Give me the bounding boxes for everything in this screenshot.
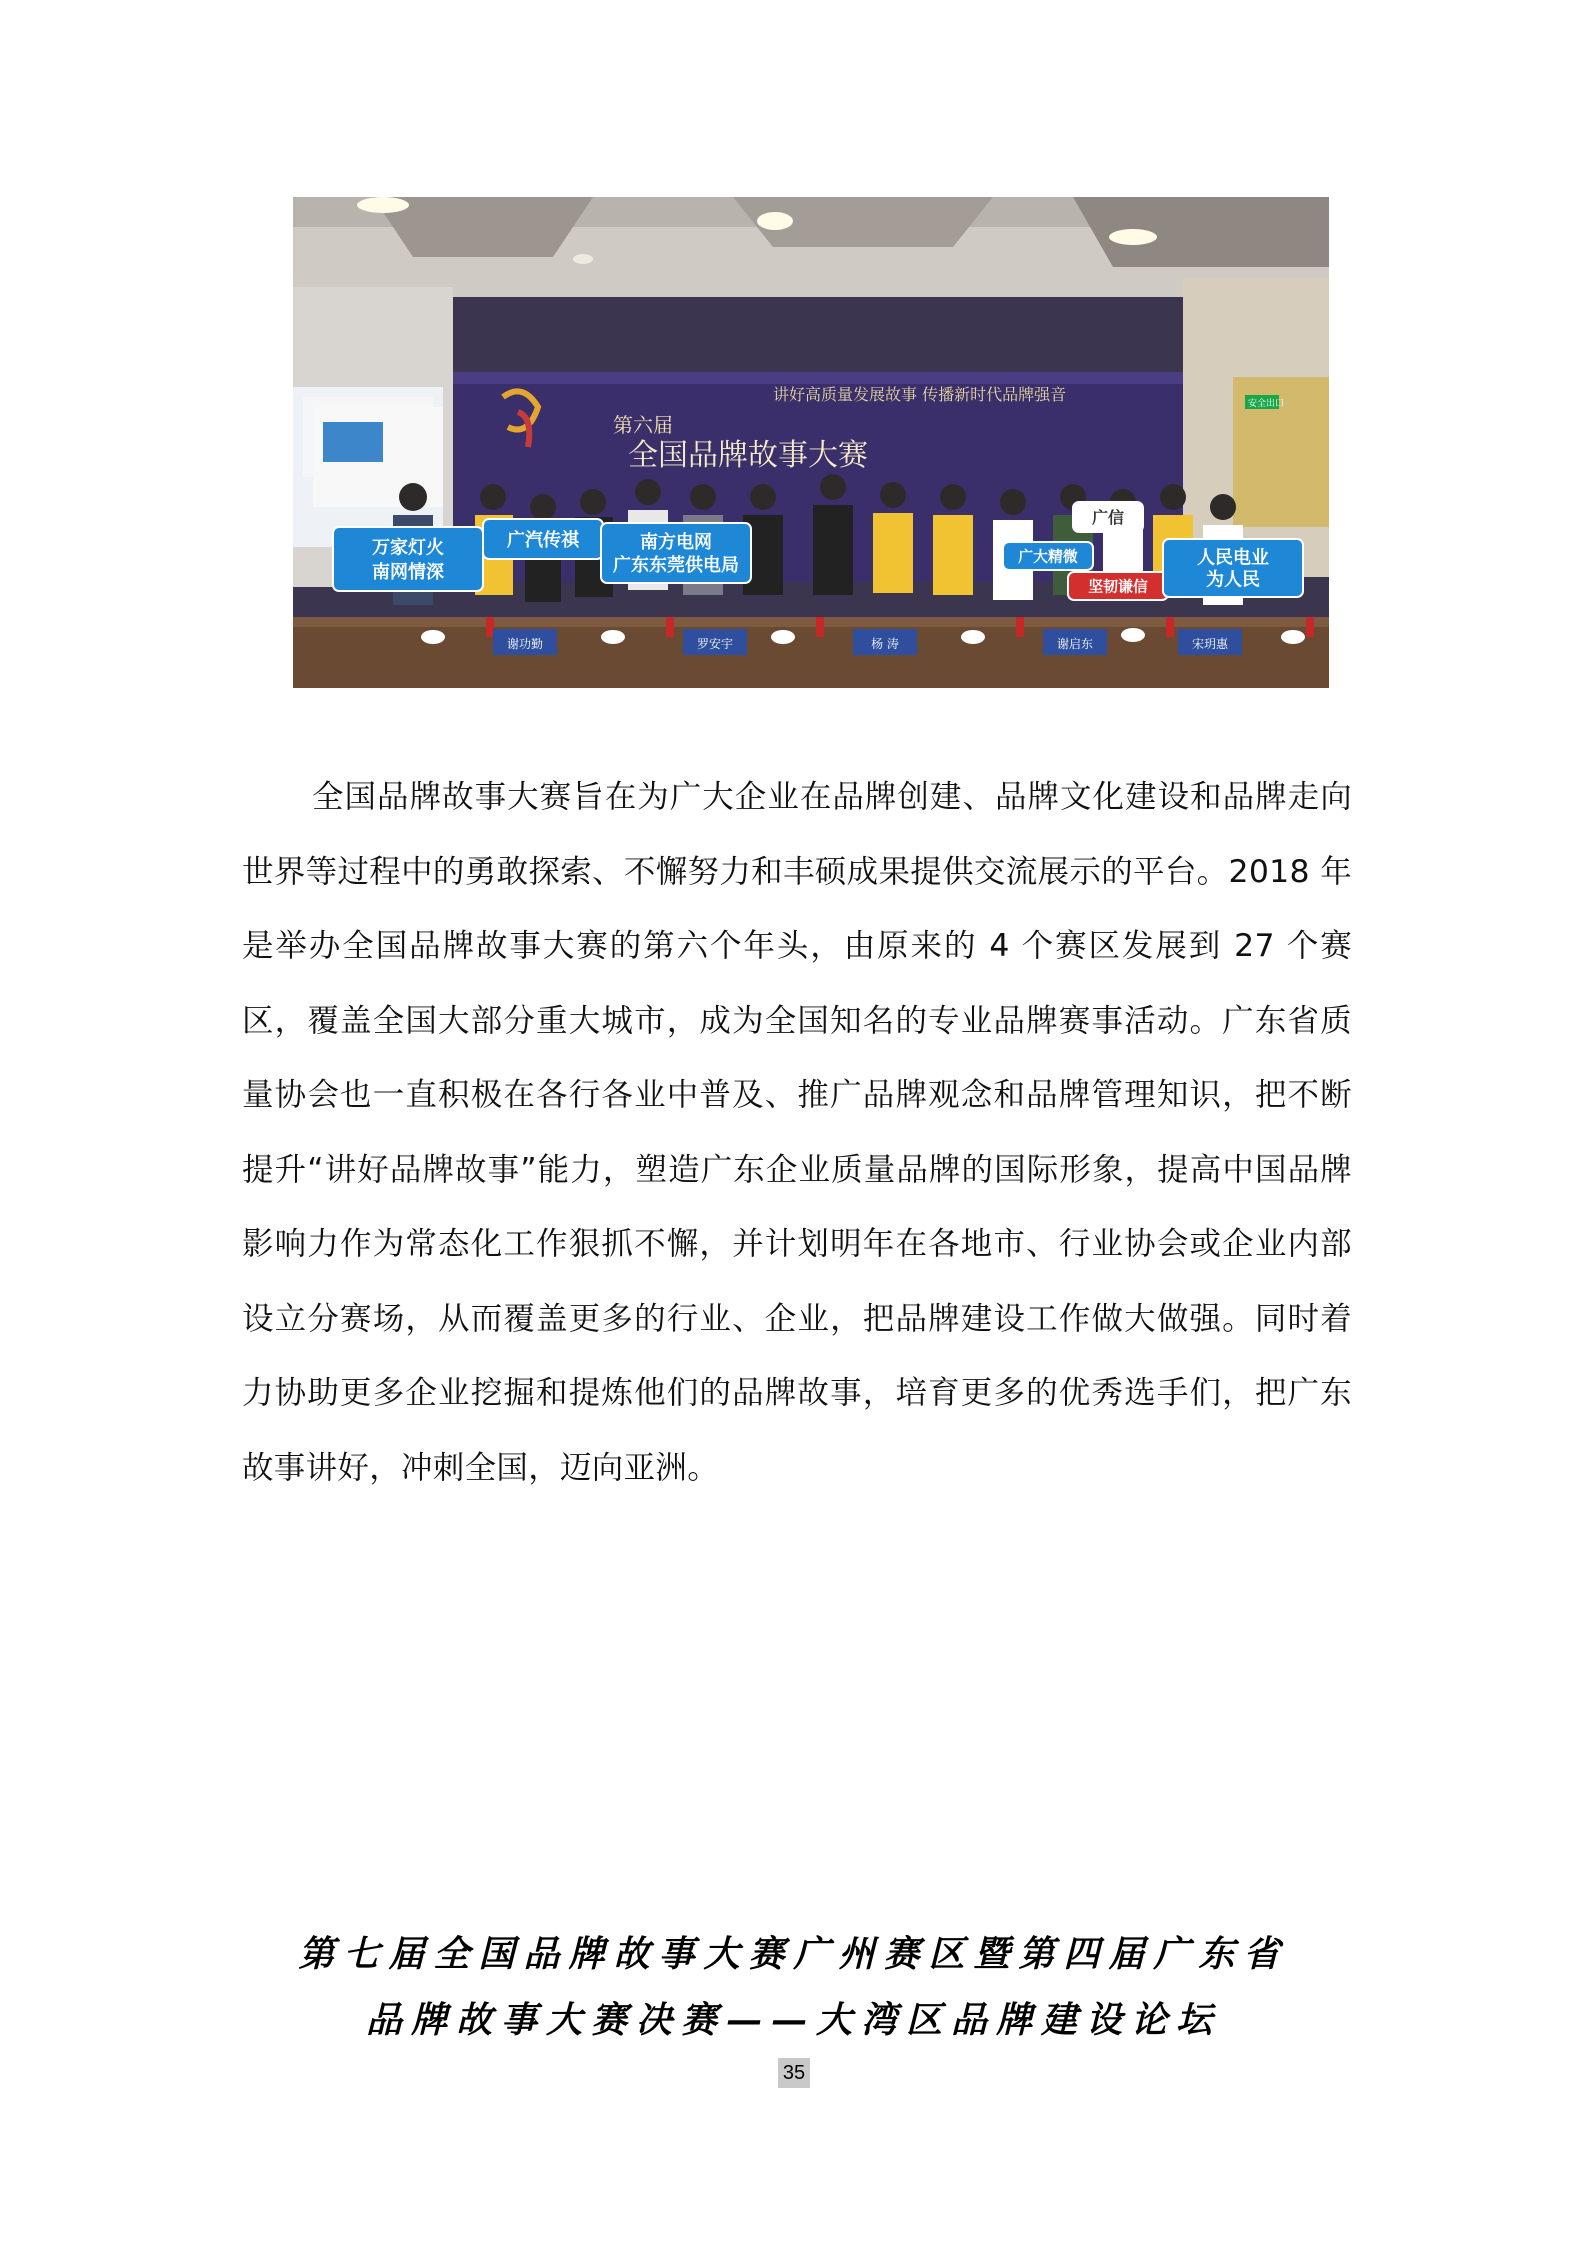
nameplate-text: 罗安宇 (696, 637, 734, 651)
photo-sign (1003, 542, 1093, 570)
photo-sign (333, 527, 483, 591)
nameplate (683, 629, 747, 655)
nameplate (1178, 629, 1242, 655)
banner-title: 全国品牌故事大赛 (628, 438, 868, 473)
photo-sign (601, 523, 751, 583)
photo-sign-text: 广东东莞供电局 (613, 555, 739, 577)
photo-sign-text: 广信 (1092, 507, 1124, 527)
photo-sign (1163, 539, 1303, 597)
photo-sign-text: 万家灯火 (372, 537, 444, 559)
nameplate-text: 谢功勤 (506, 637, 544, 651)
banner-slogan: 讲好高质量发展故事 传播新时代品牌强音 (773, 385, 1067, 404)
photo-sign (1068, 572, 1168, 600)
nameplate (853, 629, 917, 655)
photo-sign-text: 南方电网 (640, 532, 712, 554)
footer-title-line-1: 第七届全国品牌故事大赛广州赛区暨第四届广东省 (298, 1933, 1289, 1975)
photo-sign-text: 为人民 (1206, 569, 1260, 591)
page-number: 35 (778, 2058, 810, 2088)
footer-title-line-2: 品牌故事大赛决赛——大湾区品牌建设论坛 (365, 1999, 1221, 2041)
photo-sign-text: 广大精微 (1018, 547, 1078, 566)
photo-sign-text: 南网情深 (372, 562, 444, 584)
banner-edition: 第六届 (613, 413, 673, 437)
photo-sign-text: 人民电业 (1197, 547, 1269, 569)
nameplate-text: 谢启东 (1056, 637, 1094, 651)
photo-sign (483, 519, 603, 559)
photo-sign-text: 坚韧谦信 (1088, 577, 1148, 596)
body-paragraph: 全国品牌故事大赛旨在为广大企业在品牌创建、品牌文化建设和品牌走向世界等过程中的勇敢探索、不懈努力和丰硕成果提供交流展示的平台。2018 年是举办全国品牌故事大赛的第六个年头，由原来的 4 个赛区发展到 27 个赛区，覆盖全国大部分重大城市，成为全国知名的专业品牌赛事活动。广东省质量协会也一直积极在各行各业中普及、推广品牌观念和品牌管理知识，把不断提升“讲好品牌故事”能力，塑造广东企业质量品牌的国际形象，提高中国品牌影响力作为常态化工作狠抓不懈，并计划明年在各地市、行业协会或企业内部设立分赛场，从而覆盖更多的行业、企业，把品牌建设工作做大做强。同时着力协助更多企业挖掘和提炼他们的品牌故事，培育更多的优秀选手们，把广东故事讲好，冲刺全国，迈向亚洲。 (242, 779, 1352, 1486)
group-photo (293, 197, 1329, 688)
nameplate (493, 629, 557, 655)
photo-sign-text: 广汽传祺 (507, 530, 579, 551)
nameplate-text: 杨 涛 (871, 637, 899, 651)
photo-sign (1073, 502, 1143, 532)
nameplate-text: 宋玥惠 (1191, 637, 1229, 651)
nameplate (1043, 629, 1107, 655)
exit-sign-text: 安全出口 (1248, 399, 1285, 409)
